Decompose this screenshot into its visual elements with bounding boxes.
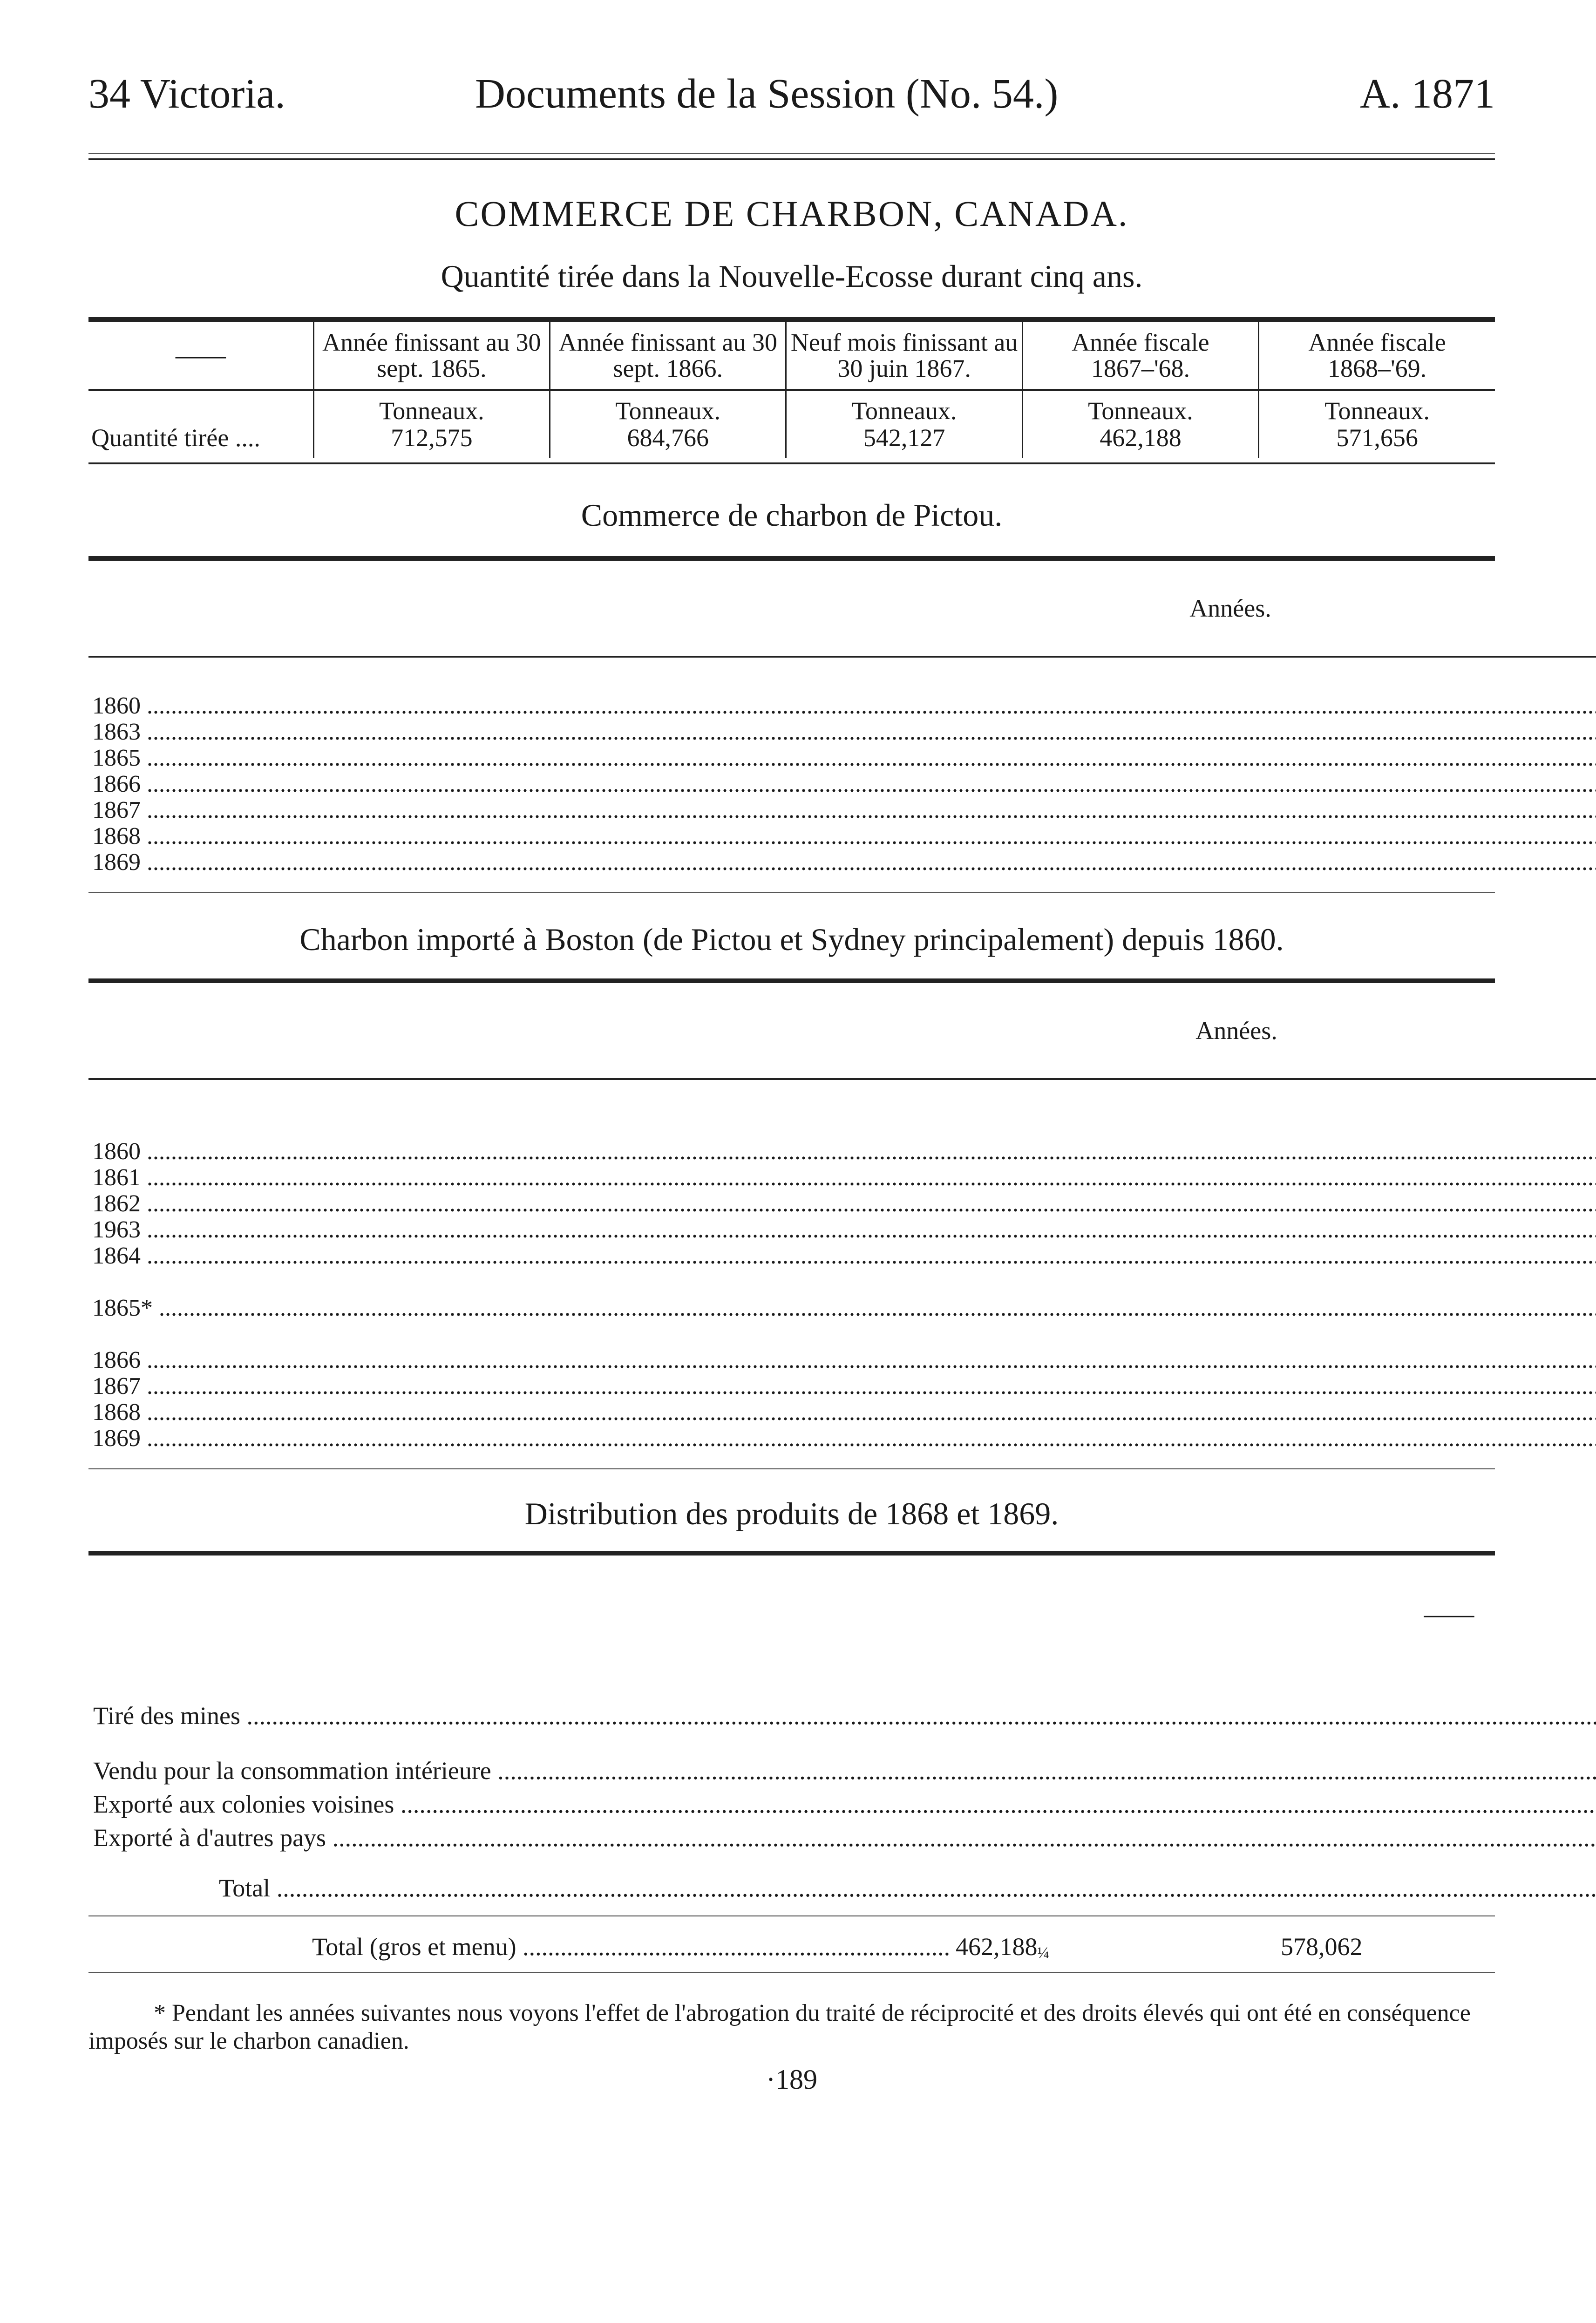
table-row: Exporté aux colonies voisines ..... [88,1791,1596,1824]
table2-header-years: Années. [88,561,1596,657]
table-row [88,745,1596,771]
table-quantity-nova-scotia [88,322,1495,458]
table3-header-years: Années. [88,983,1596,1079]
table1-corner: —— [88,322,313,390]
table4-caption: Distribution des produits de 1868 et 1869. [524,1496,1059,1531]
running-header [88,70,1495,126]
table-cell: Tonneaux. 571,656 [1259,390,1495,458]
table-row: 1862 ..... [88,1191,1596,1217]
footnote-text: Pendant les années suivantes nous voyons l'effet de l'abrogation du traité de réciprocité et des droits élevés qui ont été en conséquence imposés sur le charbon canadien. [88,1999,1471,2054]
table1-header: Année finissant au 30 sept. 1865. [313,322,550,390]
table4-corner: —— [1424,1600,1474,1629]
header-rule [88,153,1495,154]
table1-header: Année fiscale 1867–'68. [1022,322,1258,390]
table-row [88,797,1596,823]
table-row: 1861 ..... [88,1165,1596,1191]
year-cell: 1868 ..... [88,823,1596,849]
year-cell: 1866 ..... [88,771,1596,797]
year-cell: 1869 ..... [88,849,1596,885]
table-row: 1867 ..... [88,1373,1596,1399]
table1-header: Neuf mois finissant au 30 juin 1867. [786,322,1022,390]
table-row: 1869 ..... [88,1426,1596,1461]
table-cell: Tonneaux. 542,127 [786,390,1022,458]
page-title: COMMERCE DE CHARBON, CANADA. [455,193,1129,234]
document-page [88,70,1495,2096]
table1-header: Année finissant au 30 sept. 1866. [550,322,786,390]
table-row [88,823,1596,849]
row-label: Quantité tirée .... [91,424,260,452]
table-distribution [88,1555,1596,1915]
table-row [88,719,1596,745]
year-cell: 1860 ..... [88,693,1596,719]
page-number: ·189 [766,2064,817,2095]
grand-total-row [88,1916,1495,1968]
table-cell: Tonneaux. 684,766 [550,390,786,458]
table-row: 1860 ..... [88,1139,1596,1165]
table-cell: Tonneaux. 462,188 [1022,390,1258,458]
grand-total-1869: 462,188¼ [950,1932,1049,1962]
header-right: A. 1871 [1360,71,1495,117]
table-row: 1864 ..... [88,1243,1596,1295]
table-row [88,771,1596,797]
table-row: 1866 ..... [88,1347,1596,1373]
year-cell: 1863 ..... [88,719,1596,745]
footnote-marker: * [154,1999,166,2026]
table1-caption: Quantité tirée dans la Nouvelle-Ecosse durant cinq ans. [441,258,1143,294]
table-row [88,693,1596,719]
table-row: 1868 ..... [88,1399,1596,1426]
grand-total-label: Total (gros et menu) ..... [312,1932,1011,1961]
table2-caption: Commerce de charbon de Pictou. [581,497,1003,533]
header-center: Documents de la Session (No. 54.) [475,71,1059,117]
table-row-total: Total ..... [88,1861,1596,1915]
table-row [88,849,1596,885]
year-cell: 1865 ..... [88,745,1596,771]
table-row: 1963 ..... [88,1217,1596,1243]
year-cell: 1867 ..... [88,797,1596,823]
table-boston-imports [88,983,1596,1461]
table-row: 1865* ..... [88,1295,1596,1347]
table-row: Vendu pour la consommation intérieure ..... [88,1746,1596,1791]
table1-header: Année fiscale 1868–'69. [1259,322,1495,390]
table3-caption: Charbon importé à Boston (de Pictou et Sydney principalement) depuis 1860. [299,922,1284,957]
table-pictou-coal [88,561,1596,885]
table-row [88,390,1495,458]
table-row-mined: Tiré des mines ..... [88,1673,1596,1746]
table-cell: Tonneaux. 712,575 [313,390,550,458]
table-row: Exporté à d'autres pays ..... [88,1824,1596,1861]
header-left: 34 Victoria. [88,71,285,117]
grand-total-1868: 578,062 [1281,1932,1363,1961]
footnote [88,1999,1495,2055]
